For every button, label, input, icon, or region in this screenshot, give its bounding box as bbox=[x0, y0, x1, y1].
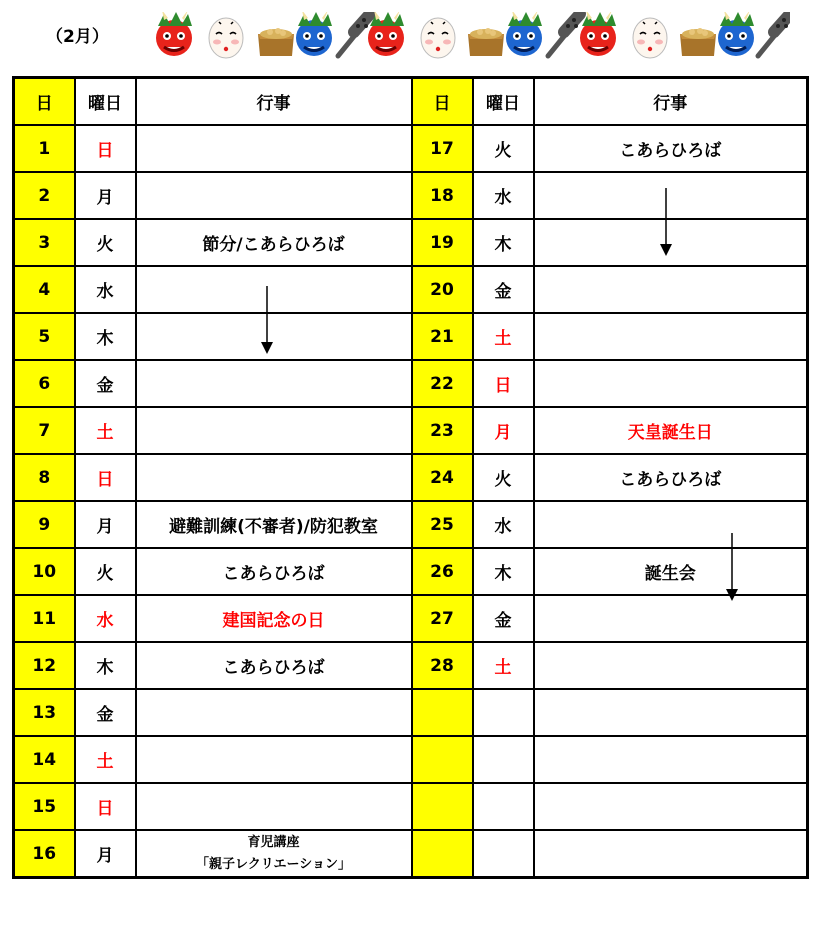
event-cell bbox=[534, 642, 808, 689]
weekday: 土 bbox=[473, 313, 534, 360]
day-number: 14 bbox=[14, 736, 75, 783]
calendar-row bbox=[14, 219, 808, 266]
continuation-arrow bbox=[725, 533, 739, 603]
weekday: 水 bbox=[473, 501, 534, 548]
day-number: 8 bbox=[14, 454, 75, 501]
continuation-arrow bbox=[659, 188, 673, 258]
event-cell: 節分/こあらひろば bbox=[136, 219, 412, 266]
day-number: 20 bbox=[412, 266, 473, 313]
month-label: （2月） bbox=[46, 27, 109, 47]
weekday: 月 bbox=[75, 830, 136, 878]
event-cell bbox=[534, 266, 808, 313]
weekday: 日 bbox=[75, 454, 136, 501]
event-cell bbox=[136, 454, 412, 501]
day-number: 10 bbox=[14, 548, 75, 595]
continuation-arrow bbox=[260, 286, 274, 356]
event-cell: 建国記念の日 bbox=[136, 595, 412, 642]
calendar-row bbox=[14, 548, 808, 595]
event-cell: こあらひろば bbox=[534, 125, 808, 172]
calendar-row bbox=[14, 266, 808, 313]
weekday bbox=[473, 689, 534, 736]
event-cell: こあらひろば bbox=[136, 548, 412, 595]
day-number: 25 bbox=[412, 501, 473, 548]
weekday: 金 bbox=[75, 689, 136, 736]
calendar-row bbox=[14, 689, 808, 736]
day-number bbox=[412, 830, 473, 878]
event-cell: 誕生会 bbox=[534, 548, 808, 595]
weekday bbox=[473, 736, 534, 783]
event-cell: こあらひろば bbox=[136, 642, 412, 689]
weekday bbox=[473, 830, 534, 878]
day-number: 9 bbox=[14, 501, 75, 548]
event-cell: 避難訓練(不審者)/防犯教室 bbox=[136, 501, 412, 548]
weekday: 火 bbox=[473, 125, 534, 172]
event-cell bbox=[534, 595, 808, 642]
weekday: 金 bbox=[473, 595, 534, 642]
calendar-row bbox=[14, 736, 808, 783]
day-number: 4 bbox=[14, 266, 75, 313]
day-number: 13 bbox=[14, 689, 75, 736]
weekday: 金 bbox=[473, 266, 534, 313]
weekday: 月 bbox=[473, 407, 534, 454]
calendar-row bbox=[14, 125, 808, 172]
day-number: 11 bbox=[14, 595, 75, 642]
day-number: 27 bbox=[412, 595, 473, 642]
weekday: 火 bbox=[473, 454, 534, 501]
weekday: 火 bbox=[75, 548, 136, 595]
event-cell: 天皇誕生日 bbox=[534, 407, 808, 454]
weekday: 水 bbox=[75, 595, 136, 642]
weekday: 水 bbox=[75, 266, 136, 313]
calendar-row bbox=[14, 783, 808, 830]
weekday: 土 bbox=[473, 642, 534, 689]
day-number: 18 bbox=[412, 172, 473, 219]
day-number: 7 bbox=[14, 407, 75, 454]
calendar-row bbox=[14, 501, 808, 548]
event-cell bbox=[534, 783, 808, 830]
day-number: 21 bbox=[412, 313, 473, 360]
header-weekday: 曜日 bbox=[473, 78, 534, 126]
calendar-row bbox=[14, 360, 808, 407]
weekday bbox=[473, 783, 534, 830]
event-cell bbox=[534, 360, 808, 407]
weekday: 木 bbox=[473, 548, 534, 595]
calendar-row bbox=[14, 454, 808, 501]
calendar-row bbox=[14, 313, 808, 360]
weekday: 火 bbox=[75, 219, 136, 266]
calendar-row bbox=[14, 642, 808, 689]
weekday: 日 bbox=[75, 125, 136, 172]
day-number: 17 bbox=[412, 125, 473, 172]
weekday: 月 bbox=[75, 172, 136, 219]
event-cell bbox=[534, 313, 808, 360]
header-day: 日 bbox=[412, 78, 473, 126]
weekday: 金 bbox=[75, 360, 136, 407]
february-schedule-table bbox=[12, 76, 809, 879]
event-cell bbox=[534, 736, 808, 783]
event-cell bbox=[136, 830, 412, 878]
weekday: 土 bbox=[75, 407, 136, 454]
calendar-row bbox=[14, 172, 808, 219]
event-cell bbox=[136, 736, 412, 783]
day-number: 2 bbox=[14, 172, 75, 219]
day-number: 16 bbox=[14, 830, 75, 878]
header-event: 行事 bbox=[534, 78, 808, 126]
day-number: 23 bbox=[412, 407, 473, 454]
event-cell bbox=[534, 689, 808, 736]
day-number: 26 bbox=[412, 548, 473, 595]
day-number: 19 bbox=[412, 219, 473, 266]
event-cell bbox=[136, 689, 412, 736]
day-number: 28 bbox=[412, 642, 473, 689]
weekday: 水 bbox=[473, 172, 534, 219]
header-weekday: 曜日 bbox=[75, 78, 136, 126]
day-number: 22 bbox=[412, 360, 473, 407]
event-cell bbox=[534, 830, 808, 878]
day-number: 12 bbox=[14, 642, 75, 689]
day-number: 5 bbox=[14, 313, 75, 360]
calendar-row bbox=[14, 595, 808, 642]
day-number: 6 bbox=[14, 360, 75, 407]
event-cell: こあらひろば bbox=[534, 454, 808, 501]
weekday: 木 bbox=[473, 219, 534, 266]
setsubun-decoration bbox=[150, 12, 790, 62]
day-number bbox=[412, 783, 473, 830]
weekday: 木 bbox=[75, 313, 136, 360]
event-cell bbox=[136, 407, 412, 454]
day-number: 1 bbox=[14, 125, 75, 172]
calendar-row bbox=[14, 407, 808, 454]
day-number bbox=[412, 689, 473, 736]
weekday: 土 bbox=[75, 736, 136, 783]
weekday: 木 bbox=[75, 642, 136, 689]
event-line: 「親子レクリエーション」 bbox=[196, 856, 351, 872]
day-number: 3 bbox=[14, 219, 75, 266]
weekday: 日 bbox=[75, 783, 136, 830]
event-cell bbox=[136, 783, 412, 830]
event-cell bbox=[136, 360, 412, 407]
calendar-row bbox=[14, 830, 808, 878]
day-number: 24 bbox=[412, 454, 473, 501]
event-cell bbox=[534, 501, 808, 548]
day-number bbox=[412, 736, 473, 783]
event-cell bbox=[136, 125, 412, 172]
header-row bbox=[14, 78, 808, 126]
weekday: 月 bbox=[75, 501, 136, 548]
header-event: 行事 bbox=[136, 78, 412, 126]
header-day: 日 bbox=[14, 78, 75, 126]
event-cell bbox=[136, 172, 412, 219]
day-number: 15 bbox=[14, 783, 75, 830]
weekday: 日 bbox=[473, 360, 534, 407]
event-line: 育児講座 bbox=[247, 834, 300, 850]
